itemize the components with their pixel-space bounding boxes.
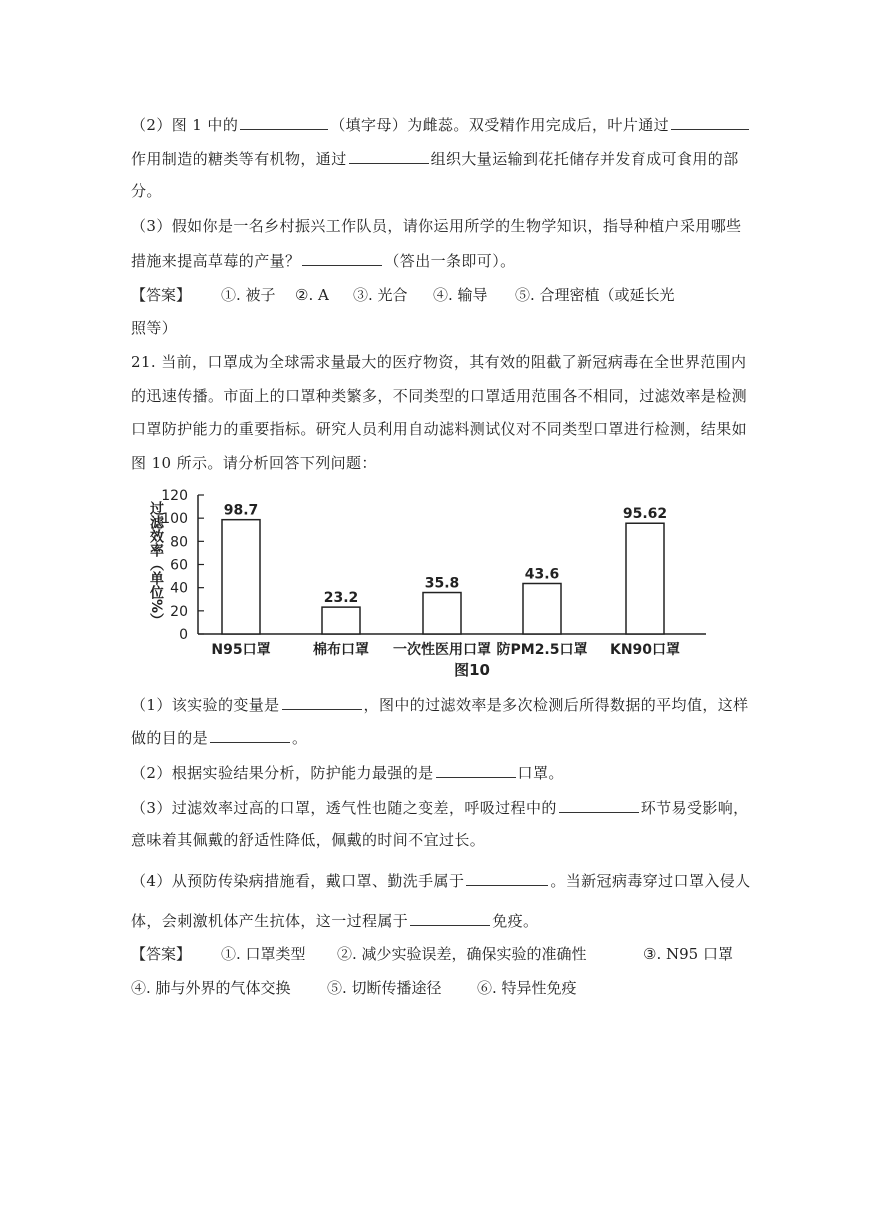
text: 口罩。 <box>517 764 564 782</box>
x-tick-label: N95口罩 <box>211 642 271 658</box>
x-tick-label: 棉布口罩 <box>313 642 369 658</box>
bar <box>322 607 360 634</box>
y-tick-label: 120 <box>161 488 188 504</box>
x-tick-label: KN90口罩 <box>609 642 681 658</box>
text: （填字母）为雌蕊。双受精作用完成后，叶片通过 <box>330 116 670 134</box>
answer-item: ④. 肺与外界的气体交换 <box>131 979 291 997</box>
q20-part2-line3: 分。 <box>131 182 162 200</box>
q20-part2-line1 <box>131 114 751 135</box>
text: （3）过滤效率过高的口罩，透气性也随之变差，呼吸过程中的 <box>131 799 557 817</box>
answer-blank <box>671 114 749 130</box>
bar-value-label: 35.8 <box>424 575 460 592</box>
answer-label: 【答案】 <box>131 945 192 963</box>
bar <box>523 583 561 634</box>
bar <box>626 523 664 634</box>
q20-answer-line <box>131 285 675 305</box>
answer-item: ①. 被子 <box>221 286 276 304</box>
answer-blank <box>282 694 362 710</box>
figure-caption: 图10 <box>454 661 490 679</box>
answer-item: ②. A <box>295 286 329 304</box>
q21-sub4-line1 <box>131 870 751 891</box>
q21-sub2 <box>131 762 564 783</box>
q20-part3-line1: （3）假如你是一名乡村振兴工作队员，请你运用所学的生物学知识，指导种植户采用哪些 <box>131 217 742 235</box>
text: （4）从预防传染病措施看，戴口罩、勤洗手属于 <box>131 872 465 890</box>
q20-part3-line2 <box>131 250 516 271</box>
answer-blank <box>410 910 490 926</box>
answer-item: ③. 光合 <box>353 286 408 304</box>
text: 组织大量运输到花托储存并发育成可食用的部 <box>430 150 739 168</box>
answer-blank <box>210 727 290 743</box>
y-tick-label: 40 <box>170 580 188 597</box>
answer-blank <box>349 148 429 164</box>
bar-value-label: 43.6 <box>524 566 560 583</box>
bar-value-label: 98.7 <box>223 502 259 519</box>
text: 免疫。 <box>492 912 539 930</box>
q21-intro-line: 图 10 所示。请分析回答下列问题： <box>131 454 377 472</box>
bar <box>222 520 260 634</box>
answer-item: ②. 减少实验误差，确保实验的准确性 <box>337 945 587 963</box>
y-tick-label: 20 <box>170 603 188 620</box>
y-tick-label: 80 <box>170 534 188 551</box>
x-tick-label: 防PM2.5口罩 <box>496 642 588 658</box>
q20-part2-line2 <box>131 148 739 169</box>
q21-sub4-line2 <box>131 910 538 931</box>
answer-blank <box>559 797 639 813</box>
text: （2）根据实验结果分析，防护能力最强的是 <box>131 764 434 782</box>
answer-blank <box>466 870 548 886</box>
y-tick-label: 0 <box>179 627 188 643</box>
text: （答出一条即可）。 <box>384 252 516 270</box>
q21-intro-line: 的迅速传播。市面上的口罩种类繁多，不同类型的口罩适用范围各不相同，过滤效率是检测 <box>131 387 748 405</box>
answer-item: ⑤. 合理密植（或延长光 <box>515 286 675 304</box>
text: 。当新冠病毒穿过口罩入侵人 <box>550 872 751 890</box>
text: 。 <box>292 729 308 747</box>
x-tick-label: 一次性医用口罩 <box>393 642 491 658</box>
text: ，图中的过滤效率是多次检测后所得数据的平均值，这样 <box>363 696 749 714</box>
y-axis-label: 过滤效率（单位%） <box>148 500 164 628</box>
text: 环节易受影响， <box>640 799 749 817</box>
answer-item: ⑤. 切断传播途径 <box>327 979 442 997</box>
text: 体，会刺激机体产生抗体，这一过程属于 <box>131 912 409 930</box>
answer-item: ⑥. 特异性免疫 <box>477 979 577 997</box>
answer-blank <box>436 762 516 778</box>
q21-sub3-line1 <box>131 797 749 818</box>
q21-sub1-line1 <box>131 694 749 715</box>
answer-blank <box>302 250 382 266</box>
text: 作用制造的糖类等有机物，通过 <box>131 150 347 168</box>
text: （1）该实验的变量是 <box>131 696 280 714</box>
y-tick-label: 100 <box>161 511 188 528</box>
y-tick-label: 60 <box>170 557 188 574</box>
bar <box>423 593 461 634</box>
q21-intro-line: 口罩防护能力的重要指标。研究人员利用自动滤料测试仪对不同类型口罩进行检测，结果如 <box>131 420 748 438</box>
text: 做的目的是 <box>131 729 209 747</box>
text: 措施来提高草莓的产量？ <box>131 252 301 270</box>
bar-value-label: 23.2 <box>323 590 359 607</box>
answer-item: ④. 输导 <box>433 286 488 304</box>
q21-sub1-line2 <box>131 727 307 748</box>
q20-answer-cont: 照等） <box>131 319 178 337</box>
answer-label: 【答案】 <box>131 286 192 304</box>
text: （2）图 1 中的 <box>131 116 239 134</box>
answer-blank <box>240 114 328 130</box>
answer-item: ③. N95 口罩 <box>643 945 733 963</box>
q21-answer-line1 <box>131 944 733 964</box>
answer-item: ①. 口罩类型 <box>221 945 306 963</box>
bar-value-label: 95.62 <box>622 506 668 523</box>
bar-chart <box>140 482 720 680</box>
q21-sub3-line2: 意味着其佩戴的舒适性降低，佩戴的时间不宜过长。 <box>131 831 486 849</box>
q21-intro-line: 21. 当前，口罩成为全球需求量最大的医疗物资，其有效的阻截了新冠病毒在全世界范围内 <box>131 353 747 371</box>
q21-answer-line2 <box>131 978 577 998</box>
